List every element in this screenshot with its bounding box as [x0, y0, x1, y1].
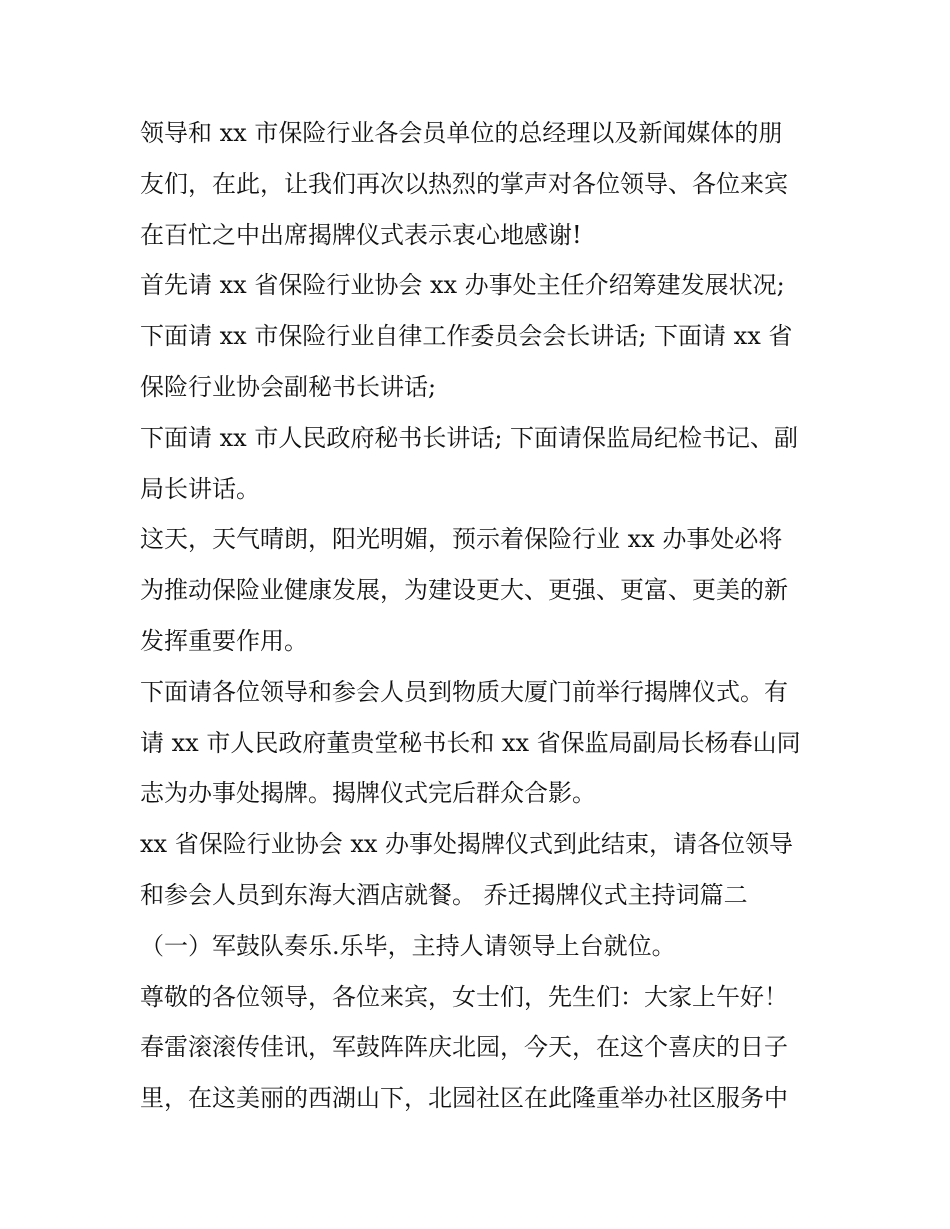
text-line: 为推动保险业健康发展，为建设更大、更强、更富、更美的新: [140, 576, 788, 605]
document-body: [140, 108, 820, 1124]
text-line: 志为办事处揭牌。揭牌仪式完后群众合影。: [140, 779, 596, 808]
text-line: 春雷滚滚传佳讯，军鼓阵阵庆北园，今天，在这个喜庆的日子: [140, 1033, 788, 1062]
text-line: 发挥重要作用。: [140, 626, 308, 655]
text-line: 里，在这美丽的西湖山下，北园社区在此隆重举办社区服务中: [140, 1084, 788, 1113]
text-line: 在百忙之中出席揭牌仪式表示衷心地感谢!: [140, 220, 582, 249]
text-line: 首先请 xx 省保险行业协会 xx 办事处主任介绍筹建发展状况;: [140, 271, 785, 300]
text-line: 下面请 xx 市人民政府秘书长讲话; 下面请保监局纪检书记、副: [140, 423, 799, 452]
text-line: 这天，天气晴朗，阳光明媚，预示着保险行业 xx 办事处必将: [140, 525, 783, 554]
text-line: 友们，在此，让我们再次以热烈的掌声对各位领导、各位来宾: [140, 169, 788, 198]
text-line: （一）军鼓队奏乐.乐毕，主持人请领导上台就位。: [140, 931, 676, 960]
text-line: 下面请 xx 市保险行业自律工作委员会会长讲话; 下面请 xx 省: [140, 322, 793, 351]
text-line: 尊敬的各位领导，各位来宾，女士们，先生们：大家上午好！: [140, 982, 788, 1011]
text-line: 下面请各位领导和参会人员到物质大厦门前举行揭牌仪式。有: [140, 677, 788, 706]
text-line: xx 省保险行业协会 xx 办事处揭牌仪式到此结束，请各位领导: [140, 830, 794, 859]
text-line: 请 xx 市人民政府董贵堂秘书长和 xx 省保监局副局长杨春山同: [140, 728, 801, 757]
text-line: 保险行业协会副秘书长讲话;: [140, 372, 437, 401]
text-line: 和参会人员到东海大酒店就餐。 乔迁揭牌仪式主持词篇二: [140, 880, 748, 909]
text-line: 领导和 xx 市保险行业各会员单位的总经理以及新闻媒体的朋: [140, 119, 783, 147]
text-line: 局长讲话。: [140, 474, 260, 503]
